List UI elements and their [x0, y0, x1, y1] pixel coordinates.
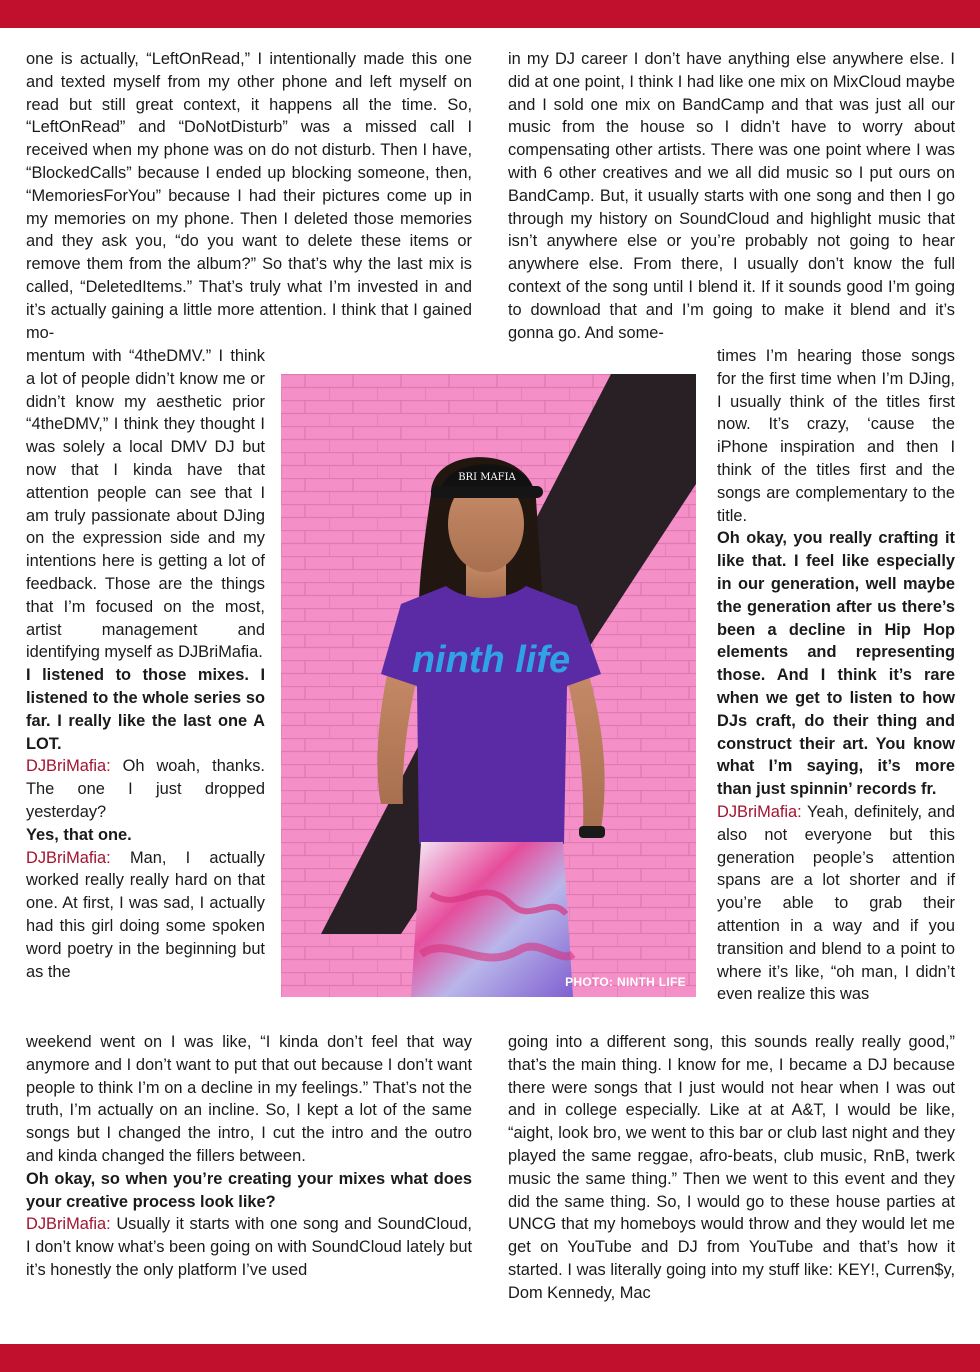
col1-bottom-paragraph: weekend went on I was like, “I kinda don’t feel that way anymore and I don’t want to put that out because I don’t want people to think I’m on a decline in my feelings.” That’s not the truth, I’m actually on an incline. So, I kept a lot of the same songs but I changed the intro, I cut the intro and the outro and kinda changed the fillers between.	[26, 1033, 472, 1165]
col1-top-paragraph: one is actually, “LeftOnRead,” I intentionally made this one and texted myself from my other phone and left myself on read but still great context, it happens all the time. So, “LeftOnRead” and “DoNotDisturb” was a missed call I received when my phone was on do not disturb. Then I have, “BlockedCalls” because I ended up blocking someone, then, “MemoriesForYou” because I had their pictures come up in my memories on my phone. Then I deleted those memories and they ask you, “do you want to delete these items or remove them from the album?” So that’s why the last mix is called, “DeletedItems.” That’s truly what I’m invested in and it’s actually gaining a little more attention. I think that I gained mo-	[26, 50, 472, 342]
answer-1: DJBriMafia: Oh woah, thanks. The one I just dropped yesterday?	[26, 757, 265, 821]
feature-photo	[281, 374, 696, 997]
shirt-lettering: ninth life	[411, 639, 571, 681]
col2-narrow-paragraph: times I’m hearing those songs for the first time when I’m DJing, I usually think of the titles first now. It’s crazy, ‘cause the iPhone inspiration and then I think of the titles first and the songs are complementary to the title.	[717, 347, 955, 525]
photo-illustration	[281, 374, 696, 997]
question-2: Yes, that one.	[26, 825, 132, 844]
answer-2: DJBriMafia: Man, I actually worked really really hard on that one. At first, I was sad, I actually had this girl doing some spoken word poetry in the beginning but as the	[26, 848, 265, 981]
col2-top-paragraph: in my DJ career I don’t have anything else anywhere else. I did at one point, I think I had like one mix on MixCloud maybe and I sold one mix on BandCamp and that was just all our music from the house so I didn’t have to worry about compensating other artists. There was one point where I was with 6 other creatives and we all did music so I put ours on BandCamp. But, it usually starts with one song and then I go through my history on SoundCloud and highlight music that isn’t anywhere else or you’re probably not going to hear anywhere else. From there, I usually don’t know the full context of the song until I blend it. If it sounds good I’m going to download that and I’m going to make it blend and it’s gonna go. And some-	[508, 50, 955, 342]
col1-narrow-paragraph: mentum with “4theDMV.” I think a lot of people didn’t know me or didn’t know my aesthetic prior “4theDMV,” I think they thought I was solely a local DMV DJ but now that I kinda have that attention people can see that I am truly passionate about DJing on the expression side and my intentions here is getting a lot of feedback. Those are the things that I’m focused on the most, artist management and identifying myself as DJBriMafia.	[26, 347, 265, 662]
question-1: I listened to those mixes. I listened to the whole series so far. I really like the last one A LOT.	[26, 666, 265, 753]
col1-bottom-block	[26, 1031, 472, 1282]
speaker-label: DJBriMafia:	[26, 1215, 111, 1234]
photo-credit: PHOTO: NINTH LIFE	[565, 975, 686, 989]
speaker-label: DJBriMafia:	[717, 802, 802, 821]
col2-narrow-block	[717, 345, 955, 1006]
question-3: Oh okay, so when you’re creating your mixes what does your creative process look like?	[26, 1169, 472, 1211]
col2-bottom-paragraph: going into a different song, this sounds really really good,” that’s the main thing. I know for me, I became a DJ because there were songs that I just would not hear when I was out and in college especially. Like at at A&T, I would be like, “aight, look bro, we went to this bar or club last night and they played the same reggae, afro-beats, club music, RnB, twerk music the same thing.” Then we went to this event and they did the same thing. So, I would go to these house parties at UNCG that my homeboys would throw and they would let me get on YouTube and DJ from YouTube and that’s how it started. I was literally going into my stuff like: KEY!, Curren$y, Dom Kennedy, Mac	[508, 1033, 955, 1302]
col1-narrow-block	[26, 345, 265, 983]
speaker-label: DJBriMafia:	[26, 757, 111, 776]
question-4: Oh okay, you really crafting it like that. I feel like especially in our generation, well maybe the generation after us there’s been a decline in Hip Hop elements and representing those. And I think it’s rare when we get to listen to how DJs craft, do their thing and construct their art. You know what I’m saying, it’s more than just spinnin’ records fr.	[717, 529, 955, 799]
answer-4: DJBriMafia: Yeah, definitely, and also not everyone but this generation people’s attention spans are a lot shorter and if you’re able to grab their attention in a way and if you transition and blend to a point to where it’s like, “oh man, I didn’t even realize this was	[717, 802, 955, 1004]
top-header-bar	[0, 0, 980, 28]
answer-3: DJBriMafia: Usually it starts with one song and SoundCloud, I don’t know what’s been going on with SoundCloud lately but it’s honestly the only platform I’ve used	[26, 1215, 472, 1279]
bottom-footer-bar	[0, 1344, 980, 1372]
cap-lettering: BRI MAFIA	[458, 472, 516, 483]
speaker-label: DJBriMafia:	[26, 848, 111, 867]
